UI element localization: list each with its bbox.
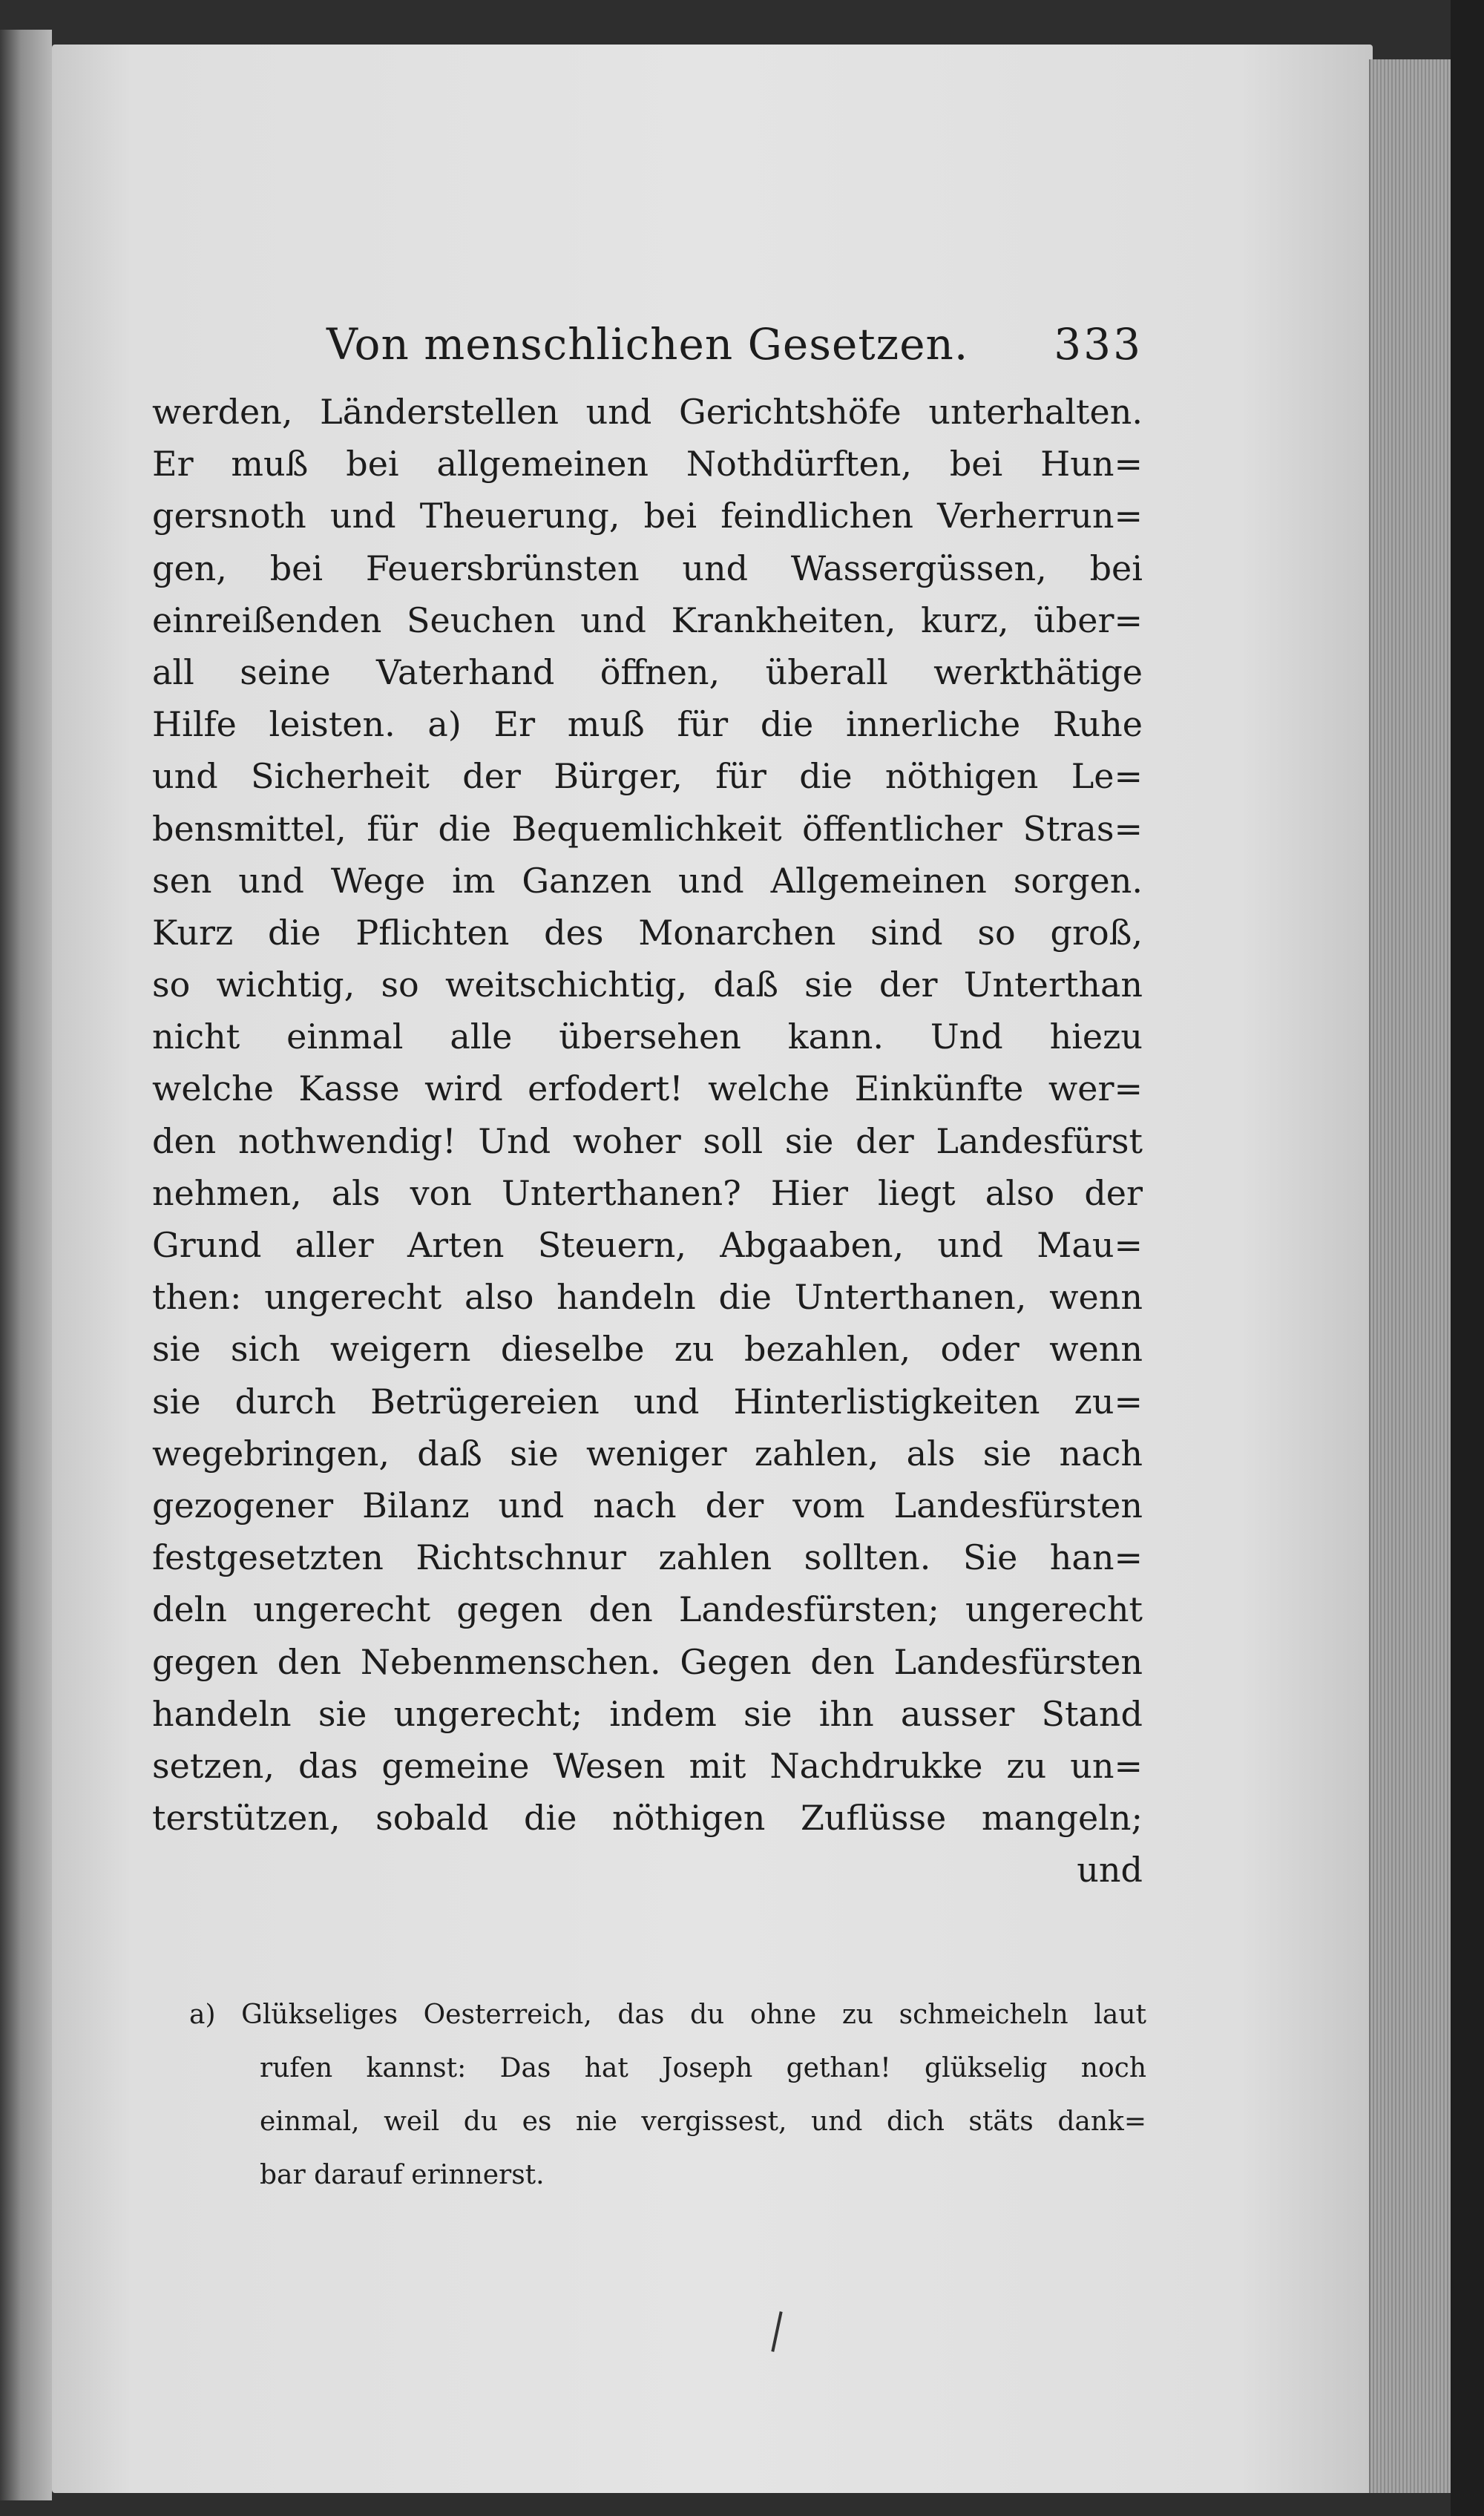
footnote-line: bar darauf erinnerst. bbox=[260, 2160, 545, 2190]
text-line: terstützen, sobald die nöthigen Zuflüsse mangeln; bbox=[152, 1798, 1143, 1839]
footnote-line: rufen kannst: Das hat Joseph gethan! glükselig noch bbox=[260, 2053, 1146, 2083]
text-line: nicht einmal alle übersehen kann. Und hiezu bbox=[152, 1016, 1143, 1057]
text-line: gersnoth und Theuerung, bei feindlichen Verherrun= bbox=[152, 496, 1143, 536]
background-edge bbox=[1451, 0, 1484, 2516]
text-line: Grund aller Arten Steuern, Abgaaben, und Mau= bbox=[152, 1225, 1143, 1265]
text-line: und Sicherheit der Bürger, für die nöthigen Le= bbox=[152, 756, 1143, 797]
text-line: deln ungerecht gegen den Landesfürsten; ungerecht bbox=[152, 1589, 1143, 1630]
text-line: gen, bei Feuersbrünsten und Wassergüssen, bei bbox=[152, 548, 1143, 588]
text-line: den nothwendig! Und woher soll sie der Landesfürst bbox=[152, 1120, 1143, 1161]
footnote-line: a) Glükseliges Oesterreich, das du ohne zu schmeicheln laut bbox=[189, 2000, 1146, 2030]
text-line: werden, Länderstellen und Gerichtshöfe unterhalten. bbox=[152, 392, 1143, 432]
text-line: so wichtig, so weitschichtig, daß sie der Unterthan bbox=[152, 965, 1143, 1005]
text-line: welche Kasse wird erfodert! welche Einkünfte wer= bbox=[152, 1068, 1143, 1109]
text-line: handeln sie ungerecht; indem sie ihn ausser Stand bbox=[152, 1693, 1143, 1734]
running-head bbox=[152, 312, 1143, 378]
text-line: all seine Vaterhand öffnen, überall werkthätige bbox=[152, 651, 1143, 692]
text-line: gezogener Bilanz und nach der vom Landesfürsten bbox=[152, 1485, 1143, 1525]
page-number: 333 bbox=[1054, 319, 1143, 369]
text-line: wegebringen, daß sie weniger zahlen, als sie nach bbox=[152, 1433, 1143, 1474]
text-line: Hilfe leisten. a) Er muß für die innerliche Ruhe bbox=[152, 704, 1143, 745]
text-line: sie sich weigern dieselbe zu bezahlen, oder wenn bbox=[152, 1329, 1143, 1370]
catchword: und bbox=[1077, 1850, 1143, 1891]
text-line: then: ungerecht also handeln die Unterthanen, wenn bbox=[152, 1277, 1143, 1318]
footnote-line: einmal, weil du es nie vergissest, und dich stäts dank= bbox=[260, 2106, 1146, 2137]
text-line: sie durch Betrügereien und Hinterlistigkeiten zu= bbox=[152, 1381, 1143, 1422]
page-stack-edge bbox=[1369, 59, 1452, 2493]
body-text bbox=[152, 386, 1143, 1896]
text-line: setzen, das gemeine Wesen mit Nachdrukke zu un= bbox=[152, 1745, 1143, 1786]
footnote bbox=[189, 1988, 1146, 2202]
text-line: einreißenden Seuchen und Krankheiten, kurz, über= bbox=[152, 600, 1143, 640]
text-line: Kurz die Pflichten des Monarchen sind so groß, bbox=[152, 912, 1143, 953]
text-line: nehmen, als von Unterthanen? Hier liegt also der bbox=[152, 1172, 1143, 1213]
text-line: festgesetzten Richtschnur zahlen sollten. Sie han= bbox=[152, 1537, 1143, 1578]
text-line: bensmittel, für die Bequemlichkeit öffentlicher Stras= bbox=[152, 808, 1143, 849]
text-line: sen und Wege im Ganzen und Allgemeinen sorgen. bbox=[152, 860, 1143, 901]
running-title: Von menschlichen Gesetzen. bbox=[326, 319, 969, 369]
text-line: gegen den Nebenmenschen. Gegen den Landesfürsten bbox=[152, 1641, 1143, 1682]
main-text-block bbox=[152, 312, 1143, 1896]
text-line: Er muß bei allgemeinen Nothdürften, bei Hun= bbox=[152, 444, 1143, 485]
facing-page-edge bbox=[0, 30, 52, 2500]
